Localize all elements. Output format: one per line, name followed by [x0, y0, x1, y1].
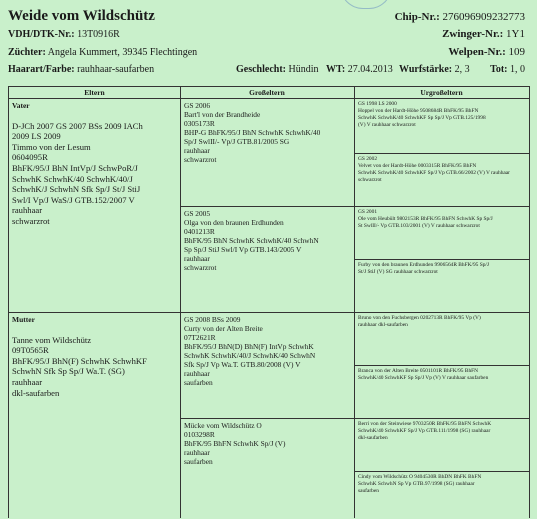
pedigree-line: 0103298R: [184, 430, 215, 439]
dog-name-title: Weide vom Wildschütz: [8, 8, 155, 24]
pedigree-line: schwarzrot: [12, 215, 50, 226]
pedigree-line: Curty von der Alten Breite: [184, 324, 263, 333]
grandparent-cell: [181, 99, 354, 206]
pedigree-line: Velvet von der Hardt-Höhe 0003315R BhFK/95 BhFN: [358, 163, 477, 169]
pedigree-line: saufarben: [358, 488, 379, 494]
pedigree-line: rauhhaar: [184, 254, 210, 263]
sex-value: Hündin: [288, 64, 319, 75]
pedigree-line: BhFK/95 BhFN SchwhK Sp/J (V): [184, 439, 286, 448]
mother-role-label: Mutter: [12, 315, 35, 324]
vdh-number: [8, 29, 120, 40]
breeder: [8, 47, 197, 58]
pedigree-line: schwarzrot: [358, 177, 382, 183]
pedigree-line: rauhhaar: [184, 369, 210, 378]
pedigree-line: SchwhK SchwhK/40 SchwhKF Sp/J Vp GTB.66/2002 (V) V rauhhaar: [358, 170, 510, 176]
pedigree-line: Bart'l von der Brandheide: [184, 110, 261, 119]
pedigree-line: D-JCh 2007 GS 2007 BSs 2009 IACh: [12, 120, 143, 131]
stillborn-value: 1, 0: [510, 64, 525, 75]
pedigree-line: GS 2006: [184, 101, 211, 110]
pedigree-line: 2009 LS 2009: [12, 131, 61, 142]
pedigree-table: [8, 86, 530, 518]
pedigree-line: 0401213R: [184, 227, 215, 236]
pedigree-line: (V) V rauhhaar schwarzrot: [358, 122, 416, 128]
pedigree-line: Mücke vom Wildschütz O: [184, 421, 262, 430]
great-grandparent-cell: [355, 472, 529, 519]
birthdate-value: 27.04.2013: [347, 64, 393, 75]
stillborn-label: Tot:: [490, 64, 508, 75]
pedigree-line: GS 2002: [358, 156, 378, 162]
pedigree-line: schwarzrot: [184, 155, 217, 164]
pedigree-line: BhFK/95/J BhN(F) SchwhK SchwhKF: [12, 355, 147, 366]
zwinger-label: Zwinger-Nr.:: [442, 28, 504, 40]
zwinger-value: 1Y1: [506, 28, 525, 40]
stamp-mark: [340, 0, 392, 9]
pedigree-line: rauhhaar: [12, 205, 43, 216]
pedigree-line: rauhhaar dkl-saufarben: [358, 322, 408, 328]
coat-color: [8, 64, 154, 75]
zwinger-number: [442, 28, 525, 40]
pedigree-line: Ole vom Heubült 9802153R BhFK/95 BhFN SchwhK Sp Sp/J: [358, 216, 493, 222]
pedigree-line: schwarzrot: [184, 263, 217, 272]
pedigree-line: dkl-saufarben: [358, 435, 388, 441]
pedigree-line: rauhhaar: [184, 146, 210, 155]
grandparent-cell: [181, 313, 354, 418]
pedigree-line: Olga von den braunen Erdhunden: [184, 218, 284, 227]
pedigree-line: BhFK/95/J BhN(D) BhN(F) IntVp SchwhK: [184, 342, 314, 351]
coat-label: Haarart/Farbe:: [8, 64, 75, 75]
pedigree-line: Berri von der Steinwiese 9703250R BhFK/95 BhFN SchwhK: [358, 421, 492, 427]
pedigree-line: GS 2008 BSs 2009: [184, 315, 241, 324]
pedigree-line: SchwhK SchwhN Sp Vp GTB.97/1998 (SG) rauhhaar: [358, 481, 475, 487]
puppy-value: 109: [508, 46, 525, 58]
pedigree-line: 0305173R: [184, 119, 215, 128]
sex-and-birthdate: [236, 64, 393, 75]
pedigree-line: Timmo von der Lesum: [12, 141, 91, 152]
header-eltern: Eltern: [9, 87, 180, 99]
litter-label: Wurfstärke:: [399, 64, 453, 75]
father-role-label: Vater: [12, 101, 30, 110]
pedigree-line: Cindy vom Wildschütz O 9404530R BhDN BhFK BhFN: [358, 474, 482, 480]
great-grandparent-cell: [355, 154, 529, 206]
pedigree-line: Swl/I Vp/J WaS/J GTB.152/2007 V: [12, 194, 135, 205]
pedigree-line: BHP-G BhFK/95/J BhN SchwhK SchwhK/40: [184, 128, 321, 137]
pedigree-line: SchwhK/40 SchwhKF Sp Sp/J Vp (V) V rauhhaar saufarben: [358, 375, 489, 381]
litter-value: 2, 3: [454, 64, 470, 75]
pedigree-line: SchwhK/J SchwhN Sfk Sp/J St/J StiJ: [12, 184, 141, 195]
sex-label: Geschlecht:: [236, 64, 286, 75]
pedigree-line: Bruno von den Fuchsbergen 0202713R BhFK/95 Vp (V): [358, 315, 481, 321]
vdh-value: 13T0916R: [77, 29, 120, 40]
pedigree-line: GS 1998 LS 2000: [358, 101, 397, 107]
great-grandparent-cell: [355, 366, 529, 418]
chip-value: 276096909232773: [442, 11, 525, 23]
pedigree-line: dkl-saufarben: [12, 387, 60, 398]
header-grosseltern: Großeltern: [180, 87, 354, 99]
puppy-label: Welpen-Nr.:: [448, 46, 506, 58]
chip-number: [395, 11, 525, 23]
great-grandparent-cell: [355, 207, 529, 259]
pedigree-line: Tanne vom Wildschütz: [12, 334, 92, 345]
pedigree-line: SchwhK SchwhK/40 SchwhKF Sp Sp/J Vp GTB.125/1998: [358, 115, 486, 121]
pedigree-line: St/J StiJ (V) SG rauhhaar schwarzrot: [358, 269, 438, 275]
pedigree-line: 09T0565R: [12, 345, 49, 356]
great-grandparent-cell: [355, 313, 529, 365]
pedigree-line: BhFK/95 BhN SchwhK SchwhK/40 SchwhN: [184, 236, 319, 245]
father-cell: [9, 99, 180, 312]
pedigree-line: SchwhK/40 SchwhKF Sp/J Vp GTB.111/1998 (SG) rauhhaar: [358, 428, 491, 434]
pedigree-line: 0604095R: [12, 152, 48, 163]
pedigree-line: Branca von der Alten Breite 0501101R BhFK/95 BhFN: [358, 368, 479, 374]
pedigree-line: St SwlII/- Vp GTB.103/2001 (V) V rauhhaar schwarzrot: [358, 223, 480, 229]
header-urgrosseltern: Urgroßeltern: [354, 87, 529, 99]
pedigree-line: Sp Sp/J StiJ Swl/I Vp GTB.143/2005 V: [184, 245, 302, 254]
pedigree-line: Sfk Sp/J Vp Wa.T. GTB.80/2008 (V) V: [184, 360, 301, 369]
pedigree-line: saufarben: [184, 378, 213, 387]
pedigree-line: SchwhK SchwhK/40/J SchwhK/40 SchwhN: [184, 351, 316, 360]
vdh-label: VDH/DTK-Nr.:: [8, 29, 75, 40]
pedigree-line: rauhhaar: [12, 376, 43, 387]
litter-size: [399, 64, 470, 75]
pedigree-line: 07T2621R: [184, 333, 216, 342]
pedigree-line: GS 2005: [184, 209, 211, 218]
puppy-number: [448, 46, 525, 58]
grandparent-cell: [181, 207, 354, 312]
mother-cell: [9, 313, 180, 519]
pedigree-line: GS 2001: [358, 209, 378, 215]
pedigree-line: Furby von den braunen Erdhunden 9906564R BhFK/95 Sp/J: [358, 262, 490, 268]
birthdate-label: WT:: [326, 64, 346, 75]
pedigree-line: SchwhK SchwhK/40 SchwhK/40/J: [12, 173, 133, 184]
breeder-value: Angela Kummert, 39345 Flechtingen: [47, 47, 198, 58]
great-grandparent-cell: [355, 419, 529, 471]
pedigree-line: SchwhN Sfk Sp Sp/J Wa.T. (SG): [12, 366, 125, 377]
chip-label: Chip-Nr.:: [394, 11, 440, 23]
pedigree-line: rauhhaar: [184, 448, 210, 457]
grandparent-cell: [181, 419, 354, 519]
pedigree-line: Hoppel von der Hardt-Höhe 9508684R BhFK/95 BhFN: [358, 108, 479, 114]
great-grandparent-cell: [355, 260, 529, 312]
pedigree-line: saufarben: [184, 457, 213, 466]
pedigree-line: BhFK/95/J BhN IntVp/J SchwPoR/J: [12, 162, 138, 173]
breeder-label: Züchter:: [8, 47, 46, 58]
coat-value: rauhhaar-saufarben: [77, 64, 155, 75]
pedigree-line: Sp/J SwlII/- Vp/J GTB.81/2005 SG: [184, 137, 290, 146]
great-grandparent-cell: [355, 99, 529, 153]
stillborn: [490, 64, 525, 75]
